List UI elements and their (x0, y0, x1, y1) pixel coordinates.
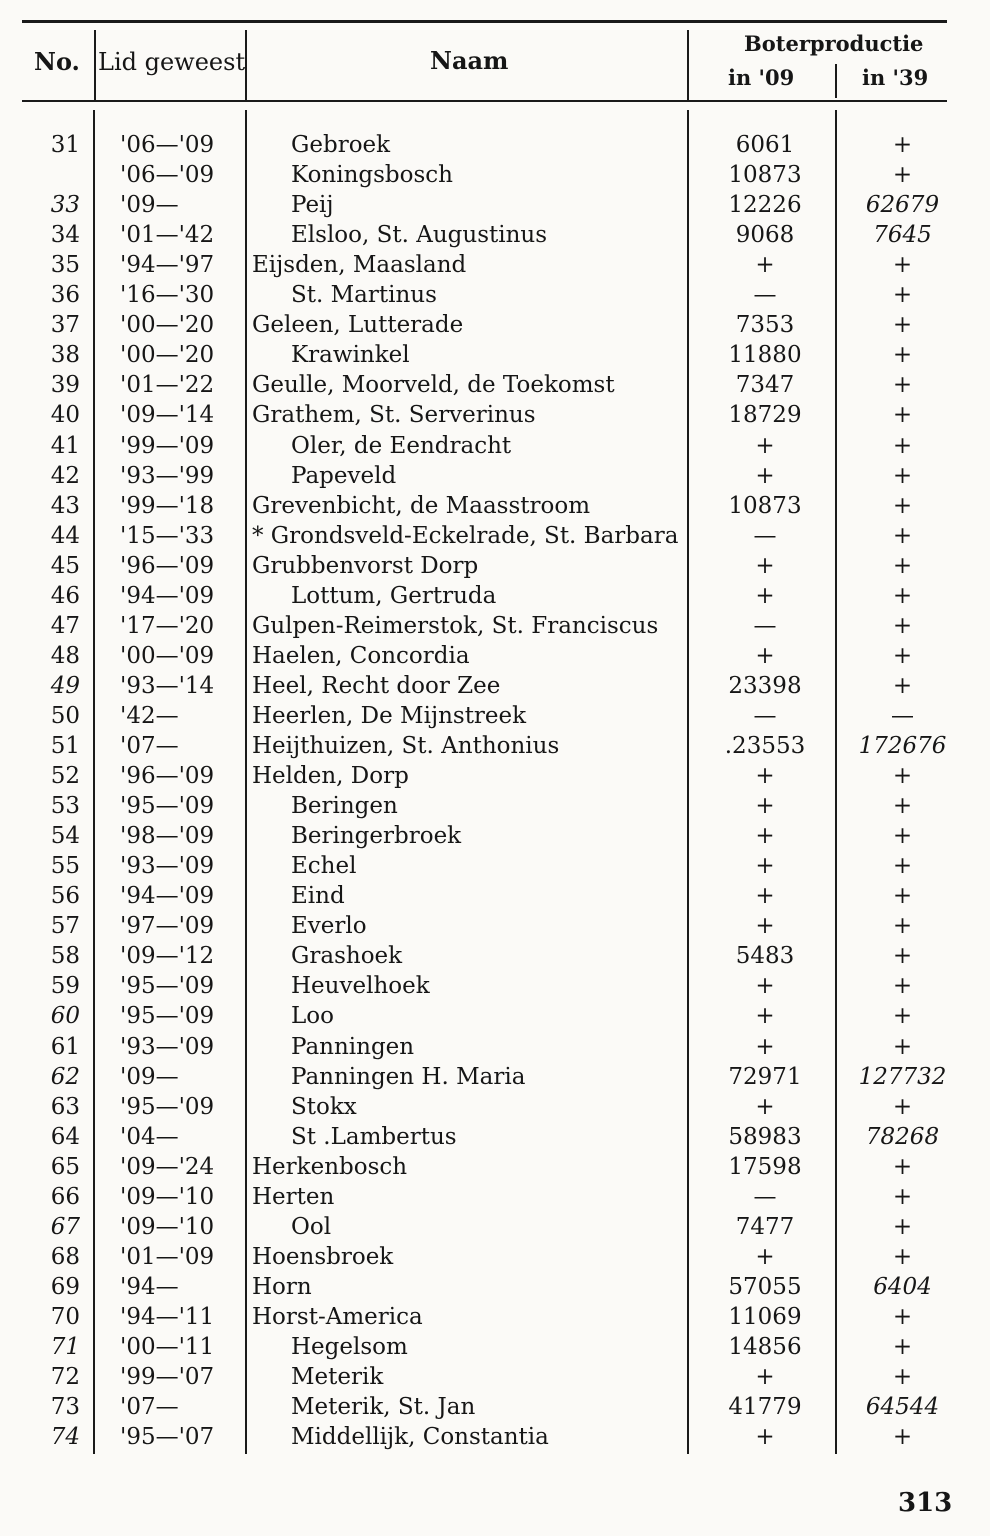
lid-geweest-cell: '09—'14 (120, 402, 215, 429)
lid-geweest-cell: '97—'09 (120, 913, 215, 940)
lid-geweest-cell: '94—'09 (120, 883, 215, 910)
table-row (0, 581, 990, 611)
row-number: 43 (50, 492, 80, 519)
boter-39-cell: 6404 (873, 1273, 932, 1300)
lid-geweest-cell: '95—'07 (120, 1424, 215, 1451)
table-row (0, 340, 990, 370)
header-naam: Naam (430, 46, 509, 75)
boter-09-cell: 10873 (728, 492, 802, 519)
boter-39-cell: 127732 (858, 1063, 947, 1090)
lid-geweest-cell: '00—'20 (120, 342, 215, 369)
table-row (0, 521, 990, 551)
boter-39-cell: — (891, 702, 914, 729)
boter-39-cell: + (892, 883, 913, 910)
header-divider (687, 30, 689, 100)
boter-39-cell: + (892, 1243, 913, 1270)
table-row (0, 160, 990, 190)
boter-09-cell: + (755, 252, 775, 279)
boter-09-cell: — (753, 522, 777, 549)
table-row (0, 1392, 990, 1422)
table-row (0, 431, 990, 461)
boter-39-cell: + (892, 763, 913, 790)
table-row (0, 1362, 990, 1392)
boter-09-cell: + (755, 763, 775, 790)
naam-cell: Hegelsom (291, 1334, 408, 1360)
boter-09-cell: + (755, 642, 775, 669)
boter-09-cell: 17598 (728, 1153, 802, 1180)
lid-geweest-cell: '95—'09 (120, 973, 215, 1000)
boter-39-cell: + (892, 312, 913, 339)
naam-cell: Grathem, St. Serverinus (252, 402, 536, 429)
naam-cell: Heijthuizen, St. Anthonius (252, 733, 560, 759)
lid-geweest-cell: '99—'09 (120, 432, 215, 459)
boter-09-cell: + (755, 1093, 775, 1120)
lid-geweest-cell: '93—'99 (120, 462, 215, 489)
lid-geweest-cell: '17—'20 (120, 612, 215, 639)
naam-cell: Panningen H. Maria (291, 1063, 526, 1090)
table-row (0, 310, 990, 340)
table-row (0, 821, 990, 851)
boter-09-cell: + (755, 823, 775, 850)
naam-cell: Herkenbosch (252, 1153, 408, 1180)
boter-39-cell: + (892, 492, 913, 519)
boter-39-cell: + (892, 672, 913, 699)
boter-09-cell: + (755, 883, 775, 910)
lid-geweest-cell: '07— (120, 1394, 179, 1421)
row-number: 49 (50, 672, 80, 699)
row-number: 58 (50, 943, 80, 970)
row-number: 64 (50, 1123, 80, 1150)
lid-geweest-cell: '09— (120, 1063, 179, 1090)
table-row (0, 671, 990, 701)
boter-09-cell: 10873 (728, 162, 802, 189)
lid-geweest-cell: '93—'09 (120, 853, 215, 880)
naam-cell: * Grondsveld-Eckelrade, St. Barbara (252, 522, 679, 549)
boter-39-cell: + (892, 1303, 913, 1330)
row-number: 55 (50, 853, 80, 880)
naam-cell: Elsloo, St. Augustinus (291, 222, 548, 249)
lid-geweest-cell: '09—'12 (120, 943, 215, 970)
boter-39-cell: 7645 (873, 222, 932, 249)
naam-cell: Oler, de Eendracht (291, 432, 512, 459)
boter-39-cell: + (892, 1093, 913, 1120)
row-number: 48 (50, 642, 80, 669)
boter-39-cell: + (892, 582, 913, 609)
header-divider (94, 30, 96, 100)
boter-39-cell: + (892, 1213, 913, 1240)
boter-39-cell: + (892, 973, 913, 1000)
lid-geweest-cell: '16—'30 (120, 282, 215, 309)
row-number: 42 (50, 462, 80, 489)
table-row (0, 220, 990, 250)
naam-cell: Everlo (291, 913, 367, 940)
boter-09-cell: 12226 (728, 192, 802, 219)
lid-geweest-cell: '96—'09 (120, 552, 215, 579)
boter-09-cell: 9068 (735, 222, 795, 249)
boter-09-cell: + (755, 552, 775, 579)
table-row (0, 1032, 990, 1062)
boter-39-cell: + (892, 252, 913, 279)
row-number: 60 (50, 1003, 80, 1030)
row-number: 45 (50, 552, 80, 579)
naam-cell: Hoensbroek (252, 1243, 394, 1270)
table-row (0, 1302, 990, 1332)
table-row (0, 971, 990, 1001)
lid-geweest-cell: '07— (120, 733, 179, 759)
naam-cell: Grubbenvorst Dorp (252, 552, 479, 579)
lid-geweest-cell: '95—'09 (120, 793, 215, 820)
lid-geweest-cell: '09—'10 (120, 1183, 215, 1210)
boter-09-cell: + (755, 853, 775, 880)
table-row (0, 1212, 990, 1242)
boter-09-cell: 18729 (728, 402, 802, 429)
boter-09-cell: — (753, 1183, 777, 1210)
boter-39-cell: + (892, 853, 913, 880)
row-number: 65 (50, 1153, 80, 1180)
table-row (0, 851, 990, 881)
row-number: 67 (50, 1213, 80, 1240)
header-rule (22, 100, 947, 102)
boter-09-cell: 11880 (728, 342, 802, 369)
lid-geweest-cell: '15—'33 (120, 522, 215, 549)
boter-09-cell: 6061 (735, 132, 795, 158)
naam-cell: Ool (291, 1213, 332, 1240)
table-row (0, 551, 990, 581)
lid-geweest-cell: '95—'09 (120, 1093, 215, 1120)
table-row (0, 190, 990, 220)
row-number: 73 (50, 1394, 80, 1421)
boter-39-cell: + (892, 642, 913, 669)
lid-geweest-cell: '99—'18 (120, 492, 215, 519)
boter-39-cell: + (892, 282, 913, 309)
lid-geweest-cell: '09— (120, 192, 179, 219)
table-row (0, 1332, 990, 1362)
table-row (0, 1062, 990, 1092)
row-number: 54 (50, 823, 80, 850)
row-number: 56 (50, 883, 80, 910)
naam-cell: Herten (252, 1183, 335, 1210)
boter-09-cell: 57055 (728, 1273, 802, 1300)
boter-39-cell: + (892, 823, 913, 850)
boter-09-cell: + (755, 1364, 775, 1391)
table-row (0, 731, 990, 761)
naam-cell: Haelen, Concordia (252, 642, 470, 669)
header-boterproductie: Boterproductie (744, 31, 924, 56)
table-row (0, 370, 990, 400)
boter-09-cell: 7347 (735, 372, 795, 399)
lid-geweest-cell: '93—'09 (120, 1033, 215, 1060)
naam-cell: Krawinkel (291, 342, 410, 369)
boter-09-cell: + (755, 432, 775, 459)
boter-39-cell: 78268 (865, 1123, 940, 1150)
table-row (0, 1422, 990, 1452)
boter-09-cell: 23398 (728, 672, 802, 699)
page-number: 313 (898, 1488, 953, 1518)
naam-cell: Loo (291, 1003, 334, 1030)
boter-39-cell: + (892, 943, 913, 970)
boter-39-cell: + (892, 1033, 913, 1060)
row-number: 74 (50, 1424, 80, 1451)
header-divider (245, 30, 247, 100)
row-number: 36 (50, 282, 80, 309)
naam-cell: Papeveld (291, 462, 397, 489)
naam-cell: Geulle, Moorveld, de Toekomst (252, 372, 615, 399)
row-number: 46 (50, 582, 80, 609)
row-number: 63 (50, 1093, 80, 1120)
table-row (0, 911, 990, 941)
naam-cell: Gulpen-Reimerstok, St. Franciscus (252, 612, 659, 639)
header-in-39: in '39 (862, 65, 929, 90)
row-number: 61 (50, 1033, 80, 1060)
row-number: 52 (50, 763, 80, 790)
table-row (0, 1182, 990, 1212)
boter-39-cell: + (892, 913, 913, 940)
table-row (0, 1001, 990, 1031)
table-row (0, 1122, 990, 1152)
naam-cell: Horn (252, 1273, 312, 1300)
table-row (0, 250, 990, 280)
boter-39-cell: + (892, 132, 913, 158)
naam-cell: Heerlen, De Mijnstreek (252, 702, 527, 729)
table-row (0, 611, 990, 641)
boter-09-cell: + (755, 462, 775, 489)
lid-geweest-cell: '94— (120, 1273, 179, 1300)
boter-39-cell: + (892, 372, 913, 399)
lid-geweest-cell: '95—'09 (120, 1003, 215, 1030)
lid-geweest-cell: '09—'24 (120, 1153, 215, 1180)
naam-cell: St .Lambertus (291, 1123, 457, 1150)
boter-09-cell: + (755, 1033, 775, 1060)
boter-09-cell: 7353 (735, 312, 795, 339)
row-number: 40 (50, 402, 80, 429)
row-number: 47 (50, 612, 80, 639)
boter-39-cell: 64544 (865, 1394, 940, 1421)
naam-cell: Eijsden, Maasland (252, 252, 467, 279)
boter-09-cell: — (753, 612, 777, 639)
lid-geweest-cell: '06—'09 (120, 162, 215, 189)
boter-39-cell: + (892, 552, 913, 579)
table-row (0, 761, 990, 791)
row-number: 34 (50, 222, 80, 249)
naam-cell: Middellijk, Constantia (291, 1424, 549, 1451)
row-number: 41 (50, 432, 80, 459)
naam-cell: Helden, Dorp (252, 763, 409, 790)
boter-09-cell: + (755, 1243, 775, 1270)
row-number: 38 (50, 342, 80, 369)
row-number: 69 (50, 1273, 80, 1300)
lid-geweest-cell: '06—'09 (120, 132, 215, 158)
table-row (0, 400, 990, 430)
naam-cell: Panningen (291, 1033, 415, 1060)
boter-09-cell: 11069 (728, 1303, 802, 1330)
lid-geweest-cell: '01—'42 (120, 222, 215, 249)
lid-geweest-cell: '04— (120, 1123, 179, 1150)
row-number: 71 (50, 1334, 80, 1360)
row-number: 35 (50, 252, 80, 279)
lid-geweest-cell: '98—'09 (120, 823, 215, 850)
boter-09-cell: + (755, 1003, 775, 1030)
boter-39-cell: + (892, 1424, 913, 1451)
naam-cell: Echel (291, 853, 357, 880)
boter-39-cell: + (892, 342, 913, 369)
boter-39-cell: + (892, 793, 913, 820)
boter-09-cell: + (755, 793, 775, 820)
boter-39-cell: + (892, 432, 913, 459)
boter-39-cell: + (892, 1334, 913, 1360)
lid-geweest-cell: '00—'20 (120, 312, 215, 339)
table-row (0, 941, 990, 971)
row-number: 66 (50, 1183, 80, 1210)
lid-geweest-cell: '01—'22 (120, 372, 215, 399)
lid-geweest-cell: '99—'07 (120, 1364, 215, 1391)
row-number: 44 (50, 522, 80, 549)
boter-09-cell: .23553 (724, 733, 806, 759)
boter-09-cell: 7477 (735, 1213, 795, 1240)
boter-39-cell: + (892, 462, 913, 489)
boter-39-cell: + (892, 1003, 913, 1030)
boter-09-cell: + (755, 582, 775, 609)
boter-09-cell: 41779 (728, 1394, 802, 1421)
boter-09-cell: + (755, 973, 775, 1000)
row-number: 37 (50, 312, 80, 339)
boter-39-cell: + (892, 612, 913, 639)
table-row (0, 881, 990, 911)
boter-09-cell: — (753, 282, 777, 309)
naam-cell: Eind (291, 883, 345, 910)
boter-09-cell: + (755, 913, 775, 940)
row-number: 33 (50, 192, 80, 219)
header-lid-geweest: Lid geweest (98, 48, 246, 76)
boter-39-cell: + (892, 1183, 913, 1210)
naam-cell: Beringerbroek (291, 823, 462, 850)
table-row (0, 1272, 990, 1302)
row-number: 62 (50, 1063, 80, 1090)
lid-geweest-cell: '42— (120, 702, 179, 729)
table-row (0, 1092, 990, 1122)
naam-cell: Heel, Recht door Zee (252, 672, 501, 699)
naam-cell: St. Martinus (291, 282, 437, 309)
naam-cell: Beringen (291, 793, 398, 820)
row-number: 57 (50, 913, 80, 940)
boter-39-cell: + (892, 1153, 913, 1180)
top-rule (22, 20, 947, 23)
boter-39-cell: + (892, 522, 913, 549)
boter-39-cell: + (892, 1364, 913, 1391)
row-number: 50 (50, 702, 80, 729)
row-number: 59 (50, 973, 80, 1000)
boter-39-cell: + (892, 162, 913, 189)
row-number: 31 (50, 132, 80, 158)
boter-39-cell: 172676 (858, 733, 947, 759)
row-number: 72 (50, 1364, 80, 1391)
boter-39-cell: 62679 (865, 192, 940, 219)
row-number: 70 (50, 1303, 80, 1330)
header-in-09: in '09 (728, 65, 795, 90)
lid-geweest-cell: '94—'11 (120, 1303, 215, 1330)
row-number: 51 (50, 733, 80, 759)
boter-09-cell: — (753, 702, 777, 729)
naam-cell: Grashoek (291, 943, 403, 970)
naam-cell: Koningsbosch (291, 162, 453, 189)
table-row (0, 130, 990, 160)
boter-39-cell: + (892, 402, 913, 429)
header-divider (835, 64, 837, 98)
lid-geweest-cell: '94—'97 (120, 252, 215, 279)
lid-geweest-cell: '93—'14 (120, 672, 215, 699)
lid-geweest-cell: '00—'09 (120, 642, 215, 669)
naam-cell: Lottum, Gertruda (291, 582, 497, 609)
boter-09-cell: + (755, 1424, 775, 1451)
naam-cell: Heuvelhoek (291, 973, 430, 1000)
boter-09-cell: 72971 (728, 1063, 802, 1090)
header-no: No. (34, 47, 80, 76)
table-row (0, 1152, 990, 1182)
table-row (0, 791, 990, 821)
naam-cell: Meterik (291, 1364, 384, 1391)
naam-cell: Geleen, Lutterade (252, 312, 464, 339)
naam-cell: Gebroek (291, 132, 391, 158)
naam-cell: Horst-America (252, 1303, 423, 1330)
naam-cell: Meterik, St. Jan (291, 1394, 476, 1421)
row-number: 68 (50, 1243, 80, 1270)
boter-09-cell: 58983 (728, 1123, 802, 1150)
lid-geweest-cell: '01—'09 (120, 1243, 215, 1270)
boter-09-cell: 5483 (735, 943, 795, 970)
table-row (0, 701, 990, 731)
table-row (0, 641, 990, 671)
naam-cell: Grevenbicht, de Maasstroom (252, 492, 591, 519)
lid-geweest-cell: '00—'11 (120, 1334, 215, 1360)
table-row (0, 1242, 990, 1272)
table-row (0, 491, 990, 521)
naam-cell: Peij (291, 192, 334, 219)
row-number: 53 (50, 793, 80, 820)
lid-geweest-cell: '94—'09 (120, 582, 215, 609)
row-number: 39 (50, 372, 80, 399)
table-row (0, 280, 990, 310)
lid-geweest-cell: '96—'09 (120, 763, 215, 790)
naam-cell: Stokx (291, 1093, 357, 1120)
lid-geweest-cell: '09—'10 (120, 1213, 215, 1240)
boter-09-cell: 14856 (728, 1334, 802, 1360)
table-row (0, 461, 990, 491)
